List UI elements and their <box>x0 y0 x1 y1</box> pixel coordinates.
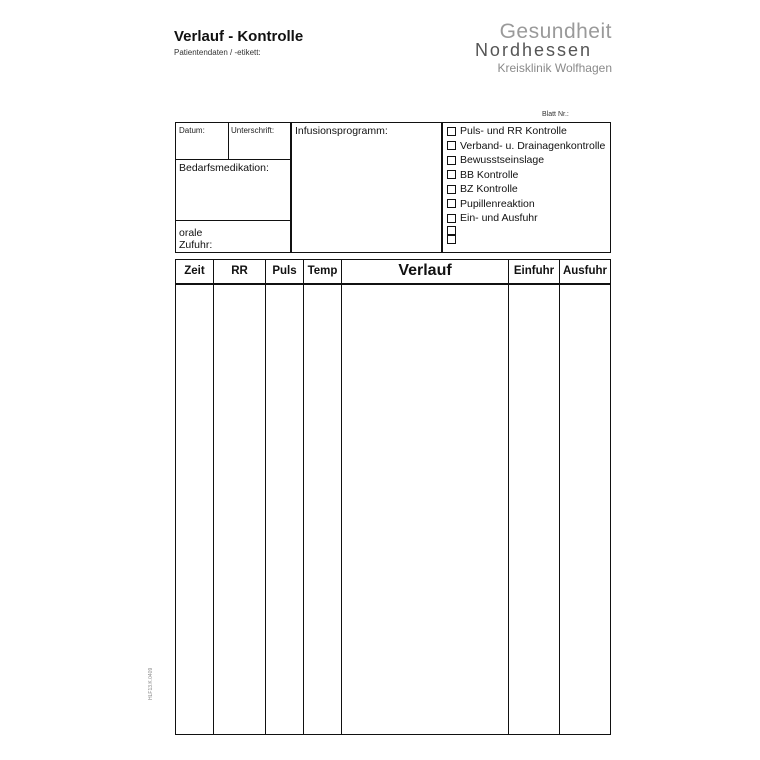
checklist-item-pulse-rr[interactable]: Puls- und RR Kontrolle <box>447 124 605 139</box>
column-header-intake: Einfuhr <box>513 265 555 277</box>
form-code: HLF13.K.0409 <box>148 667 154 700</box>
col-divider-3 <box>303 259 304 735</box>
column-header-temp: Temp <box>307 265 338 277</box>
checkbox-icon[interactable] <box>447 170 456 179</box>
checklist-item-blank-2[interactable] <box>447 235 605 244</box>
checklist-item-bz[interactable]: BZ Kontrolle <box>447 182 605 197</box>
signature-field[interactable]: Unterschrift: <box>231 126 275 135</box>
checklist-item-bandage-drain[interactable]: Verband- u. Drainagenkontrolle <box>447 139 605 154</box>
column-header-output: Ausfuhr <box>562 265 608 277</box>
date-field[interactable]: Datum: <box>179 126 205 135</box>
divider-left-infusion <box>290 122 292 253</box>
checkbox-icon[interactable] <box>447 226 456 235</box>
table-header-divider <box>175 283 611 285</box>
oral-intake-label-2[interactable]: Zufuhr: <box>179 239 213 251</box>
checkbox-icon[interactable] <box>447 235 456 244</box>
progress-table <box>175 259 611 735</box>
form-title: Verlauf - Kontrolle <box>174 28 304 45</box>
column-header-time: Zeit <box>184 265 205 277</box>
logo-line-nordhessen: Nordhessen <box>474 40 592 60</box>
checkbox-icon[interactable] <box>447 127 456 136</box>
infusion-program-field[interactable]: Infusionsprogramm: <box>295 125 388 137</box>
sheet-number-label: Blatt Nr.: <box>542 111 569 118</box>
checkbox-icon[interactable] <box>447 141 456 150</box>
col-divider-4 <box>341 259 342 735</box>
divider-row-2 <box>175 220 291 221</box>
checklist-item-pupils[interactable]: Pupillenreaktion <box>447 197 605 212</box>
col-divider-1 <box>213 259 214 735</box>
checkbox-icon[interactable] <box>447 185 456 194</box>
divider-row-1 <box>175 159 291 160</box>
logo-line-gesundheit: Gesundheit <box>499 20 612 43</box>
checkbox-icon[interactable] <box>447 199 456 208</box>
divider-infusion-checklist <box>441 122 443 253</box>
divider-date-signature <box>228 122 229 160</box>
logo-line-clinic: Kreisklinik Wolfhagen <box>497 61 612 75</box>
checklist-item-consciousness[interactable]: Bewusstseinslage <box>447 153 605 168</box>
control-checklist <box>447 124 605 244</box>
checkbox-icon[interactable] <box>447 214 456 223</box>
checklist-item-blank-1[interactable] <box>447 226 605 235</box>
checkbox-icon[interactable] <box>447 156 456 165</box>
col-divider-5 <box>508 259 509 735</box>
oral-intake-label-1[interactable]: orale <box>179 227 203 239</box>
checklist-item-bb[interactable]: BB Kontrolle <box>447 168 605 183</box>
col-divider-6 <box>559 259 560 735</box>
column-header-rr: RR <box>231 265 248 277</box>
demand-medication-field[interactable]: Bedarfsmedikation: <box>179 162 269 174</box>
patient-label: Patientendaten / -etikett: <box>174 48 261 57</box>
col-divider-2 <box>265 259 266 735</box>
checklist-item-intake-output[interactable]: Ein- und Ausfuhr <box>447 211 605 226</box>
column-header-pulse: Puls <box>272 265 297 277</box>
column-header-progress: Verlauf <box>398 262 452 279</box>
